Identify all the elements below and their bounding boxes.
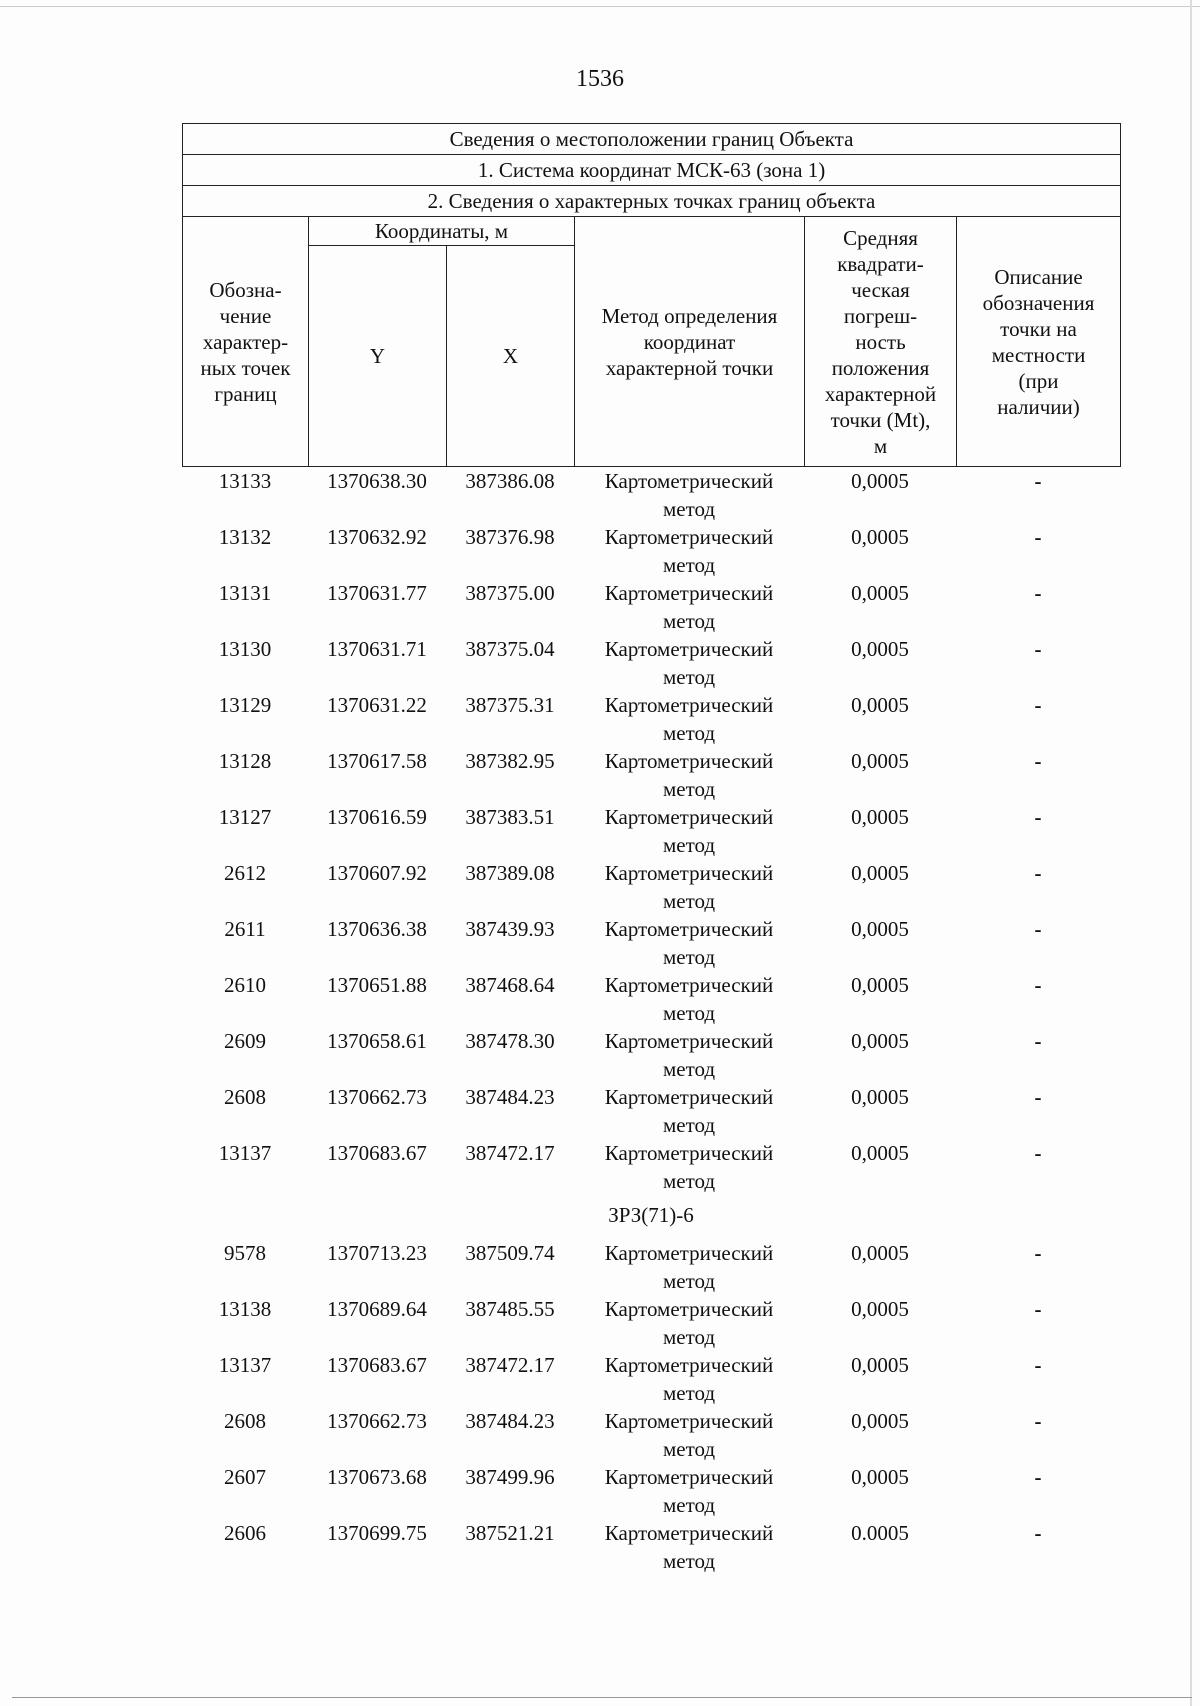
coordinate-y: 1370632.92 [327,525,427,549]
scan-bottom-edge [12,1697,1192,1698]
mean-square-error: 0,0005 [851,581,909,605]
point-description: - [1034,637,1042,661]
coordinate-y: 1370638.30 [327,469,427,493]
table-row [182,859,1120,915]
coordinate-y: 1370658.61 [327,1029,427,1053]
table-row [182,803,1120,859]
coordinate-y: 1370631.77 [327,581,427,605]
coordinate-x: 387386.08 [465,469,555,493]
point-designation: 13130 [218,637,272,661]
point-designation: 13128 [218,749,272,773]
point-description: - [1034,917,1042,941]
table-row [182,1239,1120,1295]
point-designation: 2608 [224,1409,266,1433]
coordinate-y: 1370662.73 [327,1409,427,1433]
point-designation: 9578 [224,1241,266,1265]
coordinate-x: 387383.51 [465,805,555,829]
point-description: - [1034,749,1042,773]
zone-section-row [182,1195,1120,1239]
point-designation: 13127 [218,805,272,829]
coordinate-y: 1370683.67 [327,1141,427,1165]
method-cell: Картометрический метод [604,693,774,745]
method-cell: Картометрический метод [604,581,774,633]
point-designation: 13137 [218,1141,272,1165]
column-header-description: Описание обозначения точки на местности (при наличии) [957,217,1121,467]
coordinate-system: 1. Система координат МСК-63 (зона 1) [183,155,1121,186]
point-designation: 2612 [224,861,266,885]
coordinate-y: 1370683.67 [327,1353,427,1377]
mean-square-error: 0.0005 [851,1521,909,1545]
point-description: - [1034,1085,1042,1109]
section-heading: 2. Сведения о характерных точках границ объекта [183,186,1121,217]
coordinate-x: 387375.31 [465,693,555,717]
coordinate-x: 387509.74 [465,1241,555,1265]
point-description: - [1034,469,1042,493]
coordinate-x: 387484.23 [465,1085,555,1109]
coordinate-x: 387499.96 [465,1465,555,1489]
method-cell: Картометрический метод [604,805,774,857]
mean-square-error: 0,0005 [851,637,909,661]
table-title: Сведения о местоположении границ Объекта [183,124,1121,155]
mean-square-error: 0,0005 [851,469,909,493]
coordinate-y: 1370607.92 [327,861,427,885]
points-table [182,467,1120,1575]
point-designation: 13138 [218,1297,272,1321]
point-designation: 13133 [218,469,272,493]
method-cell: Картометрический метод [604,1353,774,1405]
point-description: - [1034,1029,1042,1053]
column-header-coordinates: Координаты, м [309,217,575,246]
coordinate-x: 387484.23 [465,1409,555,1433]
point-description: - [1034,1297,1042,1321]
column-header-x: X [447,246,575,467]
point-description: - [1034,861,1042,885]
mean-square-error: 0,0005 [851,749,909,773]
coordinate-x: 387521.21 [465,1521,555,1545]
coordinates-document [182,123,1120,1575]
page-number: 1536 [576,66,624,92]
method-cell: Картометрический метод [604,1297,774,1349]
coordinate-x: 387472.17 [465,1141,555,1165]
coordinate-y: 1370631.22 [327,693,427,717]
point-designation: 2607 [224,1465,266,1489]
point-description: - [1034,1141,1042,1165]
method-cell: Картометрический метод [604,525,774,577]
coordinate-y: 1370662.73 [327,1085,427,1109]
zone-label: ЗРЗ(71)-6 [608,1203,694,1227]
point-description: - [1034,581,1042,605]
mean-square-error: 0,0005 [851,861,909,885]
table-row [182,1519,1120,1575]
table-row [182,467,1120,523]
point-designation: 2609 [224,1029,266,1053]
coordinate-y: 1370636.38 [327,917,427,941]
column-header-designation: Обозна- чение характер- ных точек границ [183,217,309,467]
mean-square-error: 0,0005 [851,1241,909,1265]
mean-square-error: 0,0005 [851,693,909,717]
coordinate-y: 1370617.58 [327,749,427,773]
method-cell: Картометрический метод [604,637,774,689]
point-description: - [1034,1521,1042,1545]
mean-square-error: 0,0005 [851,1085,909,1109]
method-cell: Картометрический метод [604,1465,774,1517]
coordinate-y: 1370673.68 [327,1465,427,1489]
coordinate-x: 387375.04 [465,637,555,661]
column-header-method: Метод определения координат характерной точки [575,217,805,467]
mean-square-error: 0,0005 [851,917,909,941]
point-description: - [1034,973,1042,997]
mean-square-error: 0,0005 [851,973,909,997]
mean-square-error: 0,0005 [851,525,909,549]
method-cell: Картометрический метод [604,469,774,521]
mean-square-error: 0,0005 [851,1465,909,1489]
method-cell: Картометрический метод [604,917,774,969]
table-row [182,915,1120,971]
table-row [182,1407,1120,1463]
method-cell: Картометрический метод [604,1085,774,1137]
table-row [182,635,1120,691]
table-row [182,1139,1120,1195]
point-designation: 2608 [224,1085,266,1109]
method-cell: Картометрический метод [604,973,774,1025]
method-cell: Картометрический метод [604,1029,774,1081]
point-designation: 13137 [218,1353,272,1377]
method-cell: Картометрический метод [604,1409,774,1461]
coordinate-x: 387389.08 [465,861,555,885]
point-designation: 2610 [224,973,266,997]
point-description: - [1034,805,1042,829]
table-row [182,579,1120,635]
mean-square-error: 0,0005 [851,1141,909,1165]
table-row [182,1027,1120,1083]
coordinate-x: 387485.55 [465,1297,555,1321]
coordinate-y: 1370689.64 [327,1297,427,1321]
coordinate-y: 1370631.71 [327,637,427,661]
table-row [182,1295,1120,1351]
table-row [182,971,1120,1027]
point-description: - [1034,1241,1042,1265]
coordinate-x: 387375.00 [465,581,555,605]
coordinate-y: 1370616.59 [327,805,427,829]
method-cell: Картометрический метод [604,1141,774,1193]
mean-square-error: 0,0005 [851,1353,909,1377]
table-row [182,1351,1120,1407]
mean-square-error: 0,0005 [851,1297,909,1321]
table-row [182,1463,1120,1519]
table-row [182,691,1120,747]
method-cell: Картометрический метод [604,749,774,801]
point-designation: 13131 [218,581,272,605]
coordinate-x: 387439.93 [465,917,555,941]
table-row [182,523,1120,579]
coordinate-x: 387376.98 [465,525,555,549]
scan-top-edge [0,6,1200,7]
mean-square-error: 0,0005 [851,1029,909,1053]
point-designation: 2606 [224,1521,266,1545]
column-header-y: Y [309,246,447,467]
table-row [182,747,1120,803]
point-designation: 13132 [218,525,272,549]
coordinate-y: 1370651.88 [327,973,427,997]
coordinate-y: 1370713.23 [327,1241,427,1265]
column-header-error: Средняя квадрати- ческая погреш- ность положения характерной точки (Mt), м [805,217,957,467]
coordinate-y: 1370699.75 [327,1521,427,1545]
point-description: - [1034,1465,1042,1489]
coordinate-x: 387382.95 [465,749,555,773]
coordinate-x: 387468.64 [465,973,555,997]
point-description: - [1034,525,1042,549]
method-cell: Картометрический метод [604,1521,774,1573]
method-cell: Картометрический метод [604,861,774,913]
coordinate-x: 387472.17 [465,1353,555,1377]
point-description: - [1034,1353,1042,1377]
method-cell: Картометрический метод [604,1241,774,1293]
point-description: - [1034,1409,1042,1433]
mean-square-error: 0,0005 [851,1409,909,1433]
scan-right-edge [1190,0,1192,1706]
point-designation: 2611 [224,917,266,941]
table-row [182,1083,1120,1139]
mean-square-error: 0,0005 [851,805,909,829]
coordinate-x: 387478.30 [465,1029,555,1053]
point-description: - [1034,693,1042,717]
table-header [182,123,1121,467]
point-designation: 13129 [218,693,272,717]
